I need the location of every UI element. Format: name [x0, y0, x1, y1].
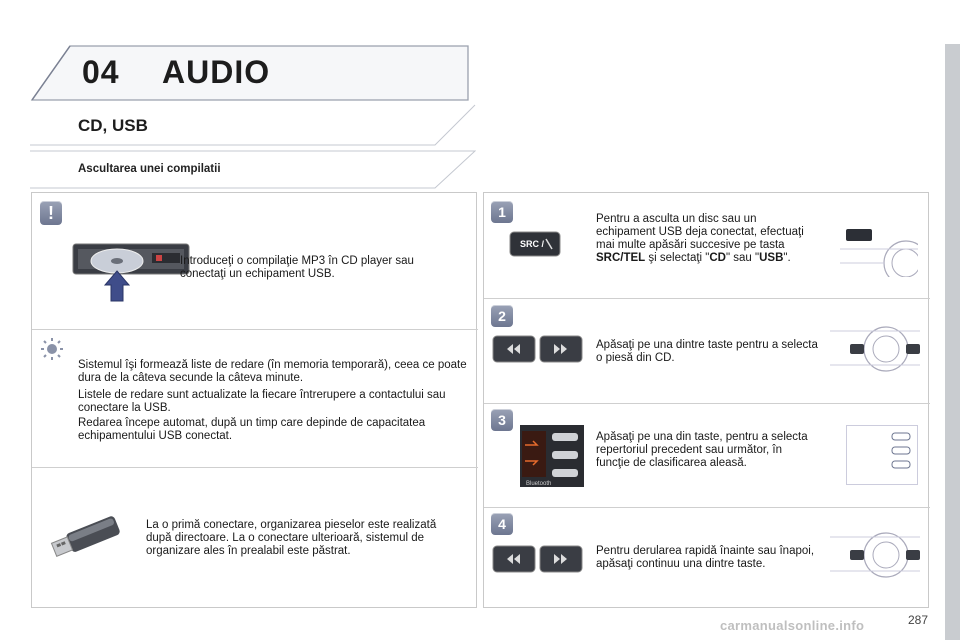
chapter-sidebar: [945, 44, 960, 640]
radio-panel-folder-icon: [846, 425, 918, 485]
divider: [484, 298, 930, 299]
bluetooth-label: Bluetooth: [526, 481, 552, 487]
left-info-panel: [31, 192, 477, 608]
chapter-number: 04: [82, 54, 120, 90]
step-4-text: Pentru derularea rapidă înainte sau înapoi, apăsaţi continuu una dintre taste.: [596, 545, 815, 570]
divider: [484, 507, 930, 508]
tip-sun-icon: [40, 337, 64, 361]
src-button-label: SRC /: [520, 239, 545, 249]
seek-buttons-icon: [492, 335, 584, 363]
chapter-title: AUDIO: [162, 54, 271, 90]
radio-panel-src-icon: [836, 219, 918, 277]
section-subtitle: Ascultarea unei compilatii: [78, 163, 221, 175]
divider: [32, 329, 478, 330]
tip-line-2: Listele de redare sunt actualizate la fiecare întrerupere a contactului sau conectare la USB.: [78, 389, 446, 414]
section-title: CD, USB: [78, 116, 148, 135]
steps-panel: [483, 192, 929, 608]
step-2-badge: 2: [491, 305, 513, 327]
usb-info-text: La o primă conectare, organizarea pieselor este realizată după directoare. La o conectare ulterioară, sistemul de organizare ales în prealabil este păstrat.: [146, 519, 437, 557]
step-2-text: Apăsaţi pe una dintre taste pentru a selecta o piesă din CD.: [596, 339, 818, 364]
divider: [32, 467, 478, 468]
cd-player-icon: [72, 243, 190, 303]
page-number: 287: [908, 613, 929, 627]
step-3-badge: 3: [491, 409, 513, 431]
chapter-header: [30, 44, 470, 102]
step-1-text: Pentru a asculta un disc sau un echipament USB deja conectat, efectuaţi mai multe apăsări succesive pe tasta SRC/TEL şi selectaţi "CD" sau "USB".: [596, 213, 804, 264]
cd-intro-text: Introduceţi o compilaţie MP3 în CD player sau conectaţi un echipament USB.: [180, 255, 414, 280]
radio-panel-fastseek-icon: [830, 523, 920, 585]
step-1-badge: 1: [491, 201, 513, 223]
watermark: carmanualsonline.info: [720, 618, 865, 633]
warning-icon: !: [40, 201, 62, 225]
step-3-text: Apăsaţi pe una din taste, pentru a selecta repertoriul precedent sau următor, în funcţie de clasificarea aleasă.: [596, 431, 808, 469]
divider: [484, 403, 930, 404]
tip-line-1: Sistemul îşi formează liste de redare (în memoria temporară), ceea ce poate dura de la câteva secunde la câteva minute.: [78, 359, 467, 384]
tip-line-3: Redarea începe automat, după un timp care depinde de capacitatea echipamentului USB conectat.: [78, 417, 426, 442]
usb-stick-icon: [46, 515, 126, 561]
step-4-badge: 4: [491, 513, 513, 535]
section-subtitle-strip: [30, 150, 476, 192]
section-title-strip: [30, 104, 476, 146]
radio-panel-seek-icon: [830, 317, 920, 379]
fast-seek-buttons-icon: [492, 545, 584, 573]
